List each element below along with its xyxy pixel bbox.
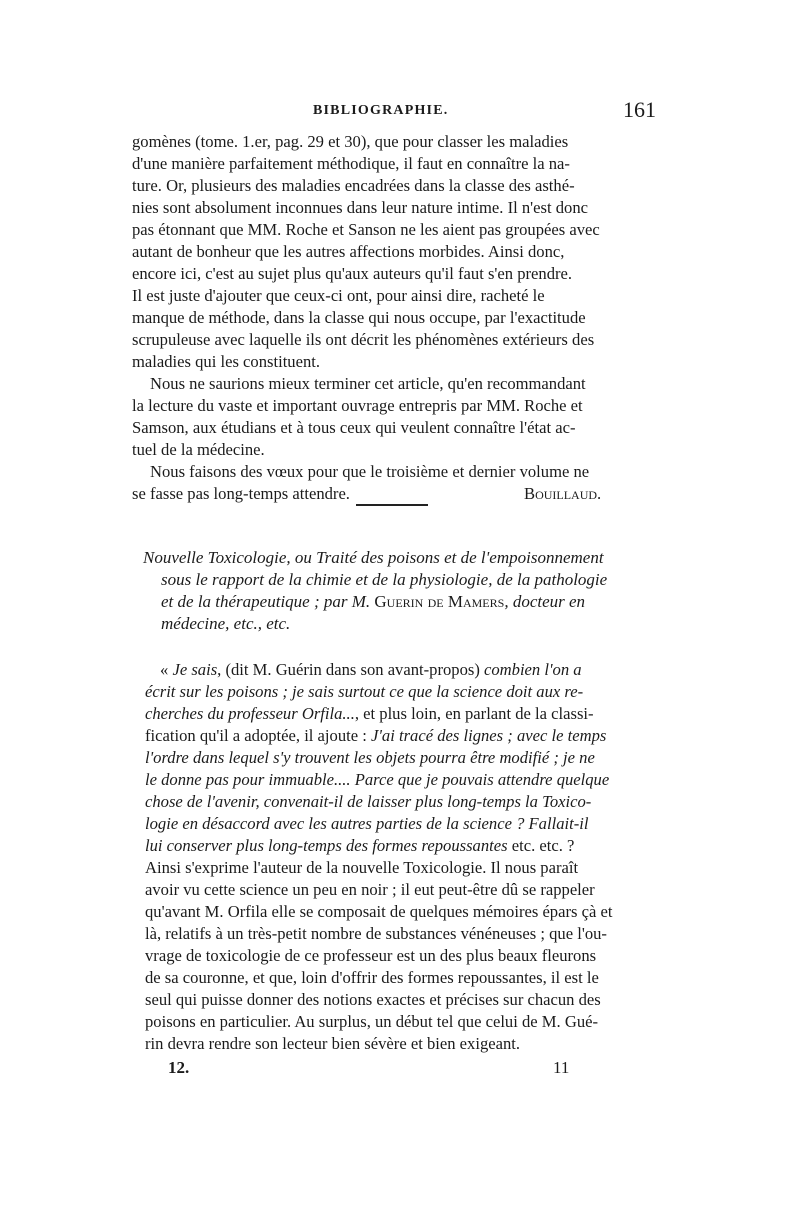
text-line: Ainsi s'exprime l'auteur de la nouvelle Toxicologie. Il nous paraît [145,858,579,877]
text-line: fication qu'il a adoptée, il ajoute : J'ai tracé des lignes ; avec le temps [145,726,607,745]
text-line: Nous faisons des vœux pour que le troisième et dernier volume ne [150,462,590,481]
text-line: manque de méthode, dans la classe qui nous occupe, par l'exactitude [132,308,586,327]
text-line: Samson, aux étudians et à tous ceux qui veulent connaître l'état ac- [132,418,576,437]
text-line: avoir vu cette science un peu en noir ; il eut peut-être dû se rappeler [145,880,595,899]
text-line: Il est juste d'ajouter que ceux-ci ont, pour ainsi dire, racheté le [132,286,545,305]
text-line: qu'avant M. Orfila elle se composait de quelques mémoires épars çà et [145,902,613,921]
text-line: de sa couronne, et que, loin d'offrir des formes repoussantes, il est le [145,968,599,987]
author-signature: Bouillaud. [524,484,602,503]
text-line: là, relatifs à un très-petit nombre de substances vénéneuses ; que l'ou- [145,924,607,943]
text-line: nies sont absolument inconnues dans leur nature intime. Il n'est donc [132,198,588,217]
section-separator [356,504,428,506]
book-title-line: et de la thérapeutique ; par M. Guerin de Mamers, docteur en [161,592,586,611]
signature-mark: 11 [553,1058,570,1077]
text-line: pas étonnant que MM. Roche et Sanson ne les aient pas groupées avec [132,220,600,239]
text-line: « Je sais, (dit M. Guérin dans son avant-propos) combien l'on a [160,660,582,679]
text-line: gomènes (tome. 1.er, pag. 29 et 30), que pour classer les maladies [132,132,569,151]
page-header [132,97,656,129]
text-line: l'ordre dans lequel s'y trouvent les objets pourra être modifié ; je ne [145,748,595,767]
text-line: chose de l'avenir, convenait-il de laisser plus long-temps la Toxico- [145,792,592,811]
text-line: la lecture du vaste et important ouvrage entrepris par MM. Roche et [132,396,583,415]
book-title-line: médecine, etc., etc. [161,614,291,633]
text-line: ture. Or, plusieurs des maladies encadrées dans la classe des asthé- [132,176,575,195]
page-number: 161 [623,97,656,122]
book-title-line: Nouvelle Toxicologie, ou Traité des poisons et de l'empoisonnement [143,548,604,567]
text-line: tuel de la médecine. [132,440,265,459]
author-last-name: Mamers [447,592,505,611]
text-line: écrit sur les poisons ; je sais surtout ce que la science doit aux re- [145,682,584,701]
text-line: lui conserver plus long-temps des formes repoussantes etc. etc. ? [145,836,575,855]
text-line: rin devra rendre son lecteur bien sévère et bien exigeant. [145,1034,521,1053]
text-line: maladies qui les constituent. [132,352,321,371]
text-line: cherches du professeur Orfila..., et plus loin, en parlant de la classi- [145,704,594,723]
text-line: d'une manière parfaitement méthodique, il faut en connaître la na- [132,154,570,173]
text-line: vrage de toxicologie de ce professeur est un des plus beaux fleurons [145,946,597,965]
author-particle: de [427,592,444,611]
text-line: logie en désaccord avec les autres parties de la science ? Fallait-il [145,814,589,833]
text-line: se fasse pas long-temps attendre. [132,484,350,503]
text-line: scrupuleuse avec laquelle ils ont décrit les phénomènes extérieurs des [132,330,595,349]
text-line: le donne pas pour immuable.... Parce que je pouvais attendre quelque [145,770,610,789]
author-first-name: Guerin [374,592,424,611]
sheet-number: 12. [168,1058,190,1077]
text-line: Nous ne saurions mieux terminer cet article, qu'en recommandant [150,374,586,393]
text-line: seul qui puisse donner des notions exactes et précises sur chacun des [145,990,601,1009]
book-title-line: sous le rapport de la chimie et de la physiologie, de la pathologie [161,570,608,589]
running-title: BIBLIOGRAPHIE. [313,103,449,118]
text-line: autant de bonheur que les autres affections morbides. Ainsi donc, [132,242,565,261]
text-line: poisons en particulier. Au surplus, un début tel que celui de M. Gué- [145,1012,599,1031]
text-line: encore ici, c'est au sujet plus qu'aux auteurs qu'il faut s'en prendre. [132,264,573,283]
